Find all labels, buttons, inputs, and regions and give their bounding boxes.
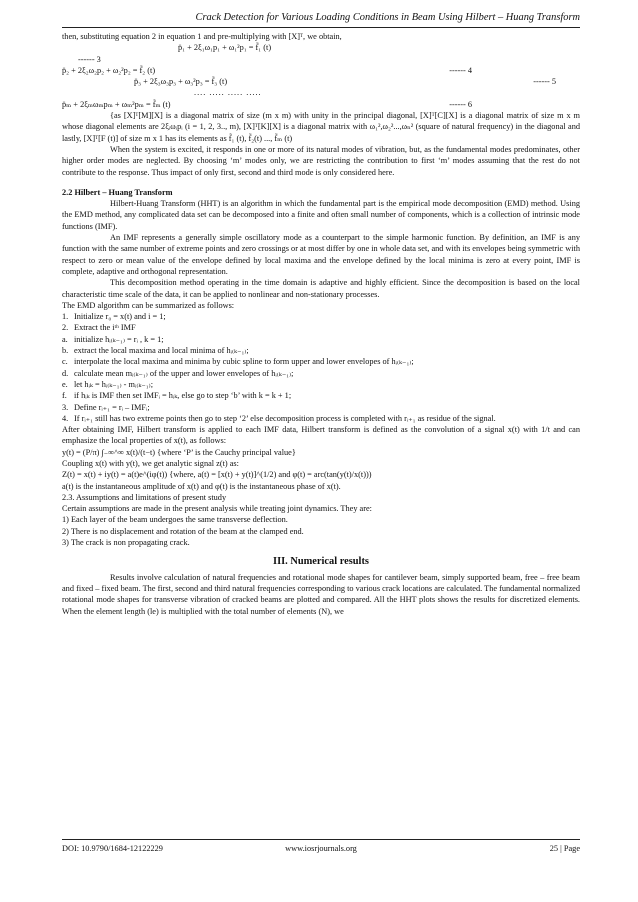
equation-5-line — [62, 76, 580, 87]
equation-6-line — [62, 99, 580, 110]
equation-3: p̈₁ + 2ξ₁ω₁p₁ + ω₁²p₁ = f̃₁ (t) — [178, 43, 272, 53]
emd-step: e. let hᵢₖ = hᵢ₍ₖ₋₁₎ - mᵢ₍ₖ₋₁₎; — [62, 379, 154, 389]
emd-step: b. extract the local maxima and local minima of hᵢ₍ₖ₋₁₎; — [62, 346, 249, 356]
hht-paragraph-1: Hilbert-Huang Transform (HHT) is an algorithm in which the fundamental part is the empirical mode decomposition (EMD) method. Using the EMD method, any complicated data set can be decomposed into a finite and often small number of components, which is a collection of intrinsic mode functions (IMF). — [62, 199, 580, 231]
analytic-signal-equation: Z(t) = x(t) + iy(t) = a(t)e^(iφ(t)) {where, a(t) = [x(t) + y(t)]^(1/2) and φ(t) = arc(tan(y(t)/x(t))) — [62, 470, 372, 480]
hilbert-paragraph: After obtaining IMF, Hilbert transform is applied to each IMF data, Hilbert transform is defined as the convolution of a signal x(t) with 1/t and can emphasize the local properties of x(t), as follows: — [62, 425, 580, 446]
results-heading: III. Numerical results — [273, 556, 369, 568]
equation-4: p̈₂ + 2ξ₂ω₂p₂ + ω₂²p₂ = f̃₂ (t) — [62, 65, 156, 75]
hht-paragraph-2: An IMF represents a generally simple oscillatory mode as a counterpart to the simple harmonic function. By definition, an IMF is any function with the same number of extreme points and zero crossings or at most differ by one in whole data set, and with its envelopes being symmetric with respect to zero or mean value of the envelope defined by local maxima and the envelope defined by the local minima is zero at every point, IMF is complete, adaptive and orthogonal representation. — [62, 233, 580, 276]
equation-ellipsis: .... ..... ..... ..... — [194, 88, 262, 98]
footer-page-number: 25 | Page — [549, 844, 580, 853]
emd-step: 4. If rᵢ₊₁ still has two extreme points then go to step ‘2’ else decomposition process is completed with rᵢ₊₁ as residue of the signal. — [62, 413, 496, 423]
hilbert-equation: y(t) = (P/π) ∫₋∞^∞ x(t)/(t−t) {where ‘P’ is the Cauchy principal value} — [62, 447, 296, 457]
modes-paragraph: When the system is excited, it responds in one or more of its natural modes of vibration, but, as the fundamental modes predominates, other higher order modes are neglected. By choosing ‘m’ modes only, we are restricting the contribution to first ‘m’ modes assuming that the rest do not contribute to the response. Thus impact of only first, second and third mode is only considered here. — [62, 144, 580, 177]
amplitude-phase-line: a(t) is the instantaneous amplitude of x(t) and φ(t) is the instantaneous phase of x(t). — [62, 481, 341, 491]
matrix-paragraph: {as [X]ᵀ[M][X] is a diagonal matrix of size (m x m) with unity in the principal diagonal, [X]ᵀ[C][X] is a diagonal matrix of size m x m whose diagonal elements are 2ξᵢωᵢpᵢ (i = 1, 2, 3.., m), [X]ᵀ[K][X] is a diagonal matrix with ω₁²,ω₂²...,ωₙ² (square of natural frequency) in the diagonal and lastly, [X]ᵀ[F (t)] of size m x 1 has its elements as f̃₁ (t), f̃₂(t) ..., f̃ₘ (t) — [62, 111, 580, 143]
assumption-item: 3) The crack is non propagating crack. — [62, 538, 190, 548]
running-header: Crack Detection for Various Loading Conditions in Beam Using Hilbert – Huang Transform — [195, 12, 580, 23]
equation-number-5: ------ 5 — [533, 77, 556, 87]
emd-step: f. if hᵢₖ is IMF then set IMFᵢ = hᵢₖ, else go to step ‘b’ with k = k + 1; — [62, 391, 292, 401]
emd-step: 1. Initialize r₀ = x(t) and i = 1; — [62, 312, 166, 322]
emd-step: c. interpolate the local maxima and minima by cubic spline to form upper and lower envelopes of hᵢ₍ₖ₋₁₎; — [62, 357, 414, 367]
emd-step: d. calculate mean mᵢ₍ₖ₋₁₎ of the upper and lower envelopes of hᵢ₍ₖ₋₁₎; — [62, 368, 294, 378]
assumptions-heading: 2.3. Assumptions and limitations of present study — [62, 492, 227, 502]
results-paragraph: Results involve calculation of natural frequencies and rotational mode shapes for cantilever beam, simply supported beam, free – free beam and fixed – fixed beam. The first, second and third natural frequencies corresponding to various crack locations are calculated. The fundamental normalized rotational mode shapes for transverse vibration of cracked beams are plotted and compared. All the HHT plots shows the results for discretized elements. When the element length (le) is multiplied with the total number of elements (N), we — [62, 572, 580, 616]
footer-rule — [62, 839, 580, 840]
assumption-item: 1) Each layer of the beam undergoes the same transverse deflection. — [62, 515, 288, 525]
assumptions-intro: Certain assumptions are made in the present analysis while treating joint dynamics. They are: — [62, 504, 372, 514]
footer-doi: DOI: 10.9790/1684-12122229 — [62, 844, 163, 853]
hht-heading: 2.2 Hilbert – Huang Transform — [62, 187, 173, 197]
footer-site: www.iosrjournals.org — [285, 844, 357, 853]
equation-4-line — [62, 65, 580, 76]
assumption-item: 2) There is no displacement and rotation of the beam at the clamped end. — [62, 526, 304, 536]
emd-step: 2. Extract the iᵗʰ IMF — [62, 323, 136, 333]
emd-step: 3. Define rᵢ₊₁ = rᵢ – IMFᵢ; — [62, 402, 150, 412]
hht-paragraph-3: This decomposition method operating in the time domain is adaptive and highly efficient. Since the decomposition is based on the local characteristic time scale of the data, it can be applied to nonlinear and non-stationary processes. — [62, 278, 580, 299]
intro-line: then, substituting equation 2 in equation 1 and pre-multiplying with [X]ᵀ, we obtain, — [62, 32, 342, 41]
equation-number-6: ------ 6 — [449, 99, 472, 109]
coupling-line: Coupling x(t) with y(t), we get analytic signal z(t) as: — [62, 458, 239, 468]
emd-intro: The EMD algorithm can be summarized as follows: — [62, 300, 235, 310]
emd-step: a. initialize hᵢ₍ₖ₋₁₎ = rᵢ , k = 1; — [62, 334, 164, 344]
header-rule — [62, 27, 580, 28]
equation-6: p̈ₘ + 2ξₘωₘpₘ + ωₘ²pₘ = f̃ₘ (t) — [62, 99, 171, 109]
equation-number-3: ------ 3 — [78, 54, 101, 64]
equation-number-4: ------ 4 — [449, 65, 472, 75]
equation-5: p̈₃ + 2ξ₃ω₃p₃ + ω₃²p₃ = f̃₃ (t) — [134, 77, 228, 87]
document-page — [62, 0, 580, 902]
page-body — [62, 31, 580, 617]
